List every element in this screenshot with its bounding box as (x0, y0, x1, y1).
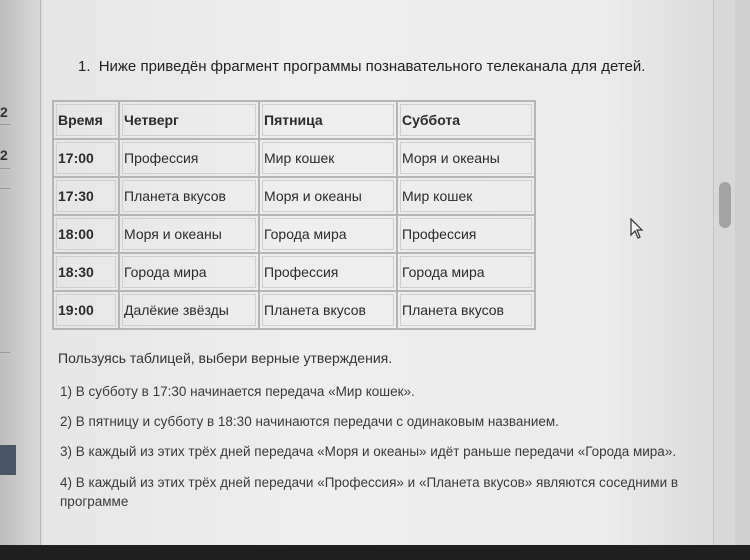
schedule-table (52, 100, 536, 330)
header-saturday: Суббота (397, 101, 535, 139)
question-title (78, 58, 645, 75)
time-cell: 18:30 (53, 253, 119, 291)
time-cell: 17:00 (53, 139, 119, 177)
program-cell: Профессия (397, 215, 535, 253)
statement-4[interactable]: 4) В каждый из этих трёх дней передачи «Профессия» и «Планета вкусов» являются соседними в программе (60, 475, 679, 509)
program-cell: Планета вкусов (119, 177, 259, 215)
gutter-number: 2 (0, 104, 8, 120)
gutter-number: 2 (0, 147, 8, 163)
table-row (53, 253, 535, 291)
program-cell: Моря и океаны (397, 139, 535, 177)
program-cell: Города мира (259, 215, 397, 253)
scrollbar-thumb[interactable] (719, 182, 731, 228)
monitor-bezel (0, 545, 750, 560)
program-cell: Моря и океаны (259, 177, 397, 215)
program-cell: Профессия (259, 253, 397, 291)
time-cell: 19:00 (53, 291, 119, 329)
program-cell: Далёкие звёзды (119, 291, 259, 329)
instruction-text: Пользуясь таблицей, выбери верные утверждения. (58, 350, 393, 366)
statement-3[interactable]: 3) В каждый из этих трёх дней передача «Моря и океаны» идёт раньше передачи «Города мира». (60, 444, 677, 459)
program-cell: Мир кошек (259, 139, 397, 177)
gutter-divider (0, 352, 10, 353)
window-edge (735, 0, 750, 545)
program-cell: Города мира (397, 253, 535, 291)
table-row (53, 177, 535, 215)
statement-2[interactable]: 2) В пятницу и субботу в 18:30 начинаются передачи с одинаковым названием. (60, 414, 559, 429)
table-row (53, 139, 535, 177)
gutter-border (40, 0, 41, 545)
vertical-scrollbar[interactable] (713, 0, 736, 545)
question-text: Ниже приведён фрагмент программы познавательного телеканала для детей. (98, 58, 646, 75)
table-header-row (53, 101, 535, 139)
gutter-divider (0, 124, 10, 125)
gutter-marker[interactable] (0, 445, 16, 475)
table-row (53, 215, 535, 253)
program-cell: Города мира (119, 253, 259, 291)
program-cell: Профессия (119, 139, 259, 177)
header-thursday: Четверг (119, 101, 259, 139)
program-cell: Моря и океаны (119, 215, 259, 253)
table-row (53, 291, 535, 329)
gutter-divider (0, 168, 10, 169)
task-content (42, 0, 712, 545)
program-cell: Планета вкусов (259, 291, 397, 329)
question-number: 1. (78, 58, 91, 75)
time-cell: 18:00 (53, 215, 119, 253)
header-time: Время (53, 101, 119, 139)
program-cell: Мир кошек (397, 177, 535, 215)
mouse-cursor-icon (630, 218, 644, 245)
time-cell: 17:30 (53, 177, 119, 215)
header-friday: Пятница (259, 101, 397, 139)
left-gutter (0, 0, 42, 545)
statement-1[interactable]: 1) В субботу в 17:30 начинается передача «Мир кошек». (60, 384, 415, 399)
program-cell: Планета вкусов (397, 291, 535, 329)
gutter-divider (0, 188, 10, 189)
